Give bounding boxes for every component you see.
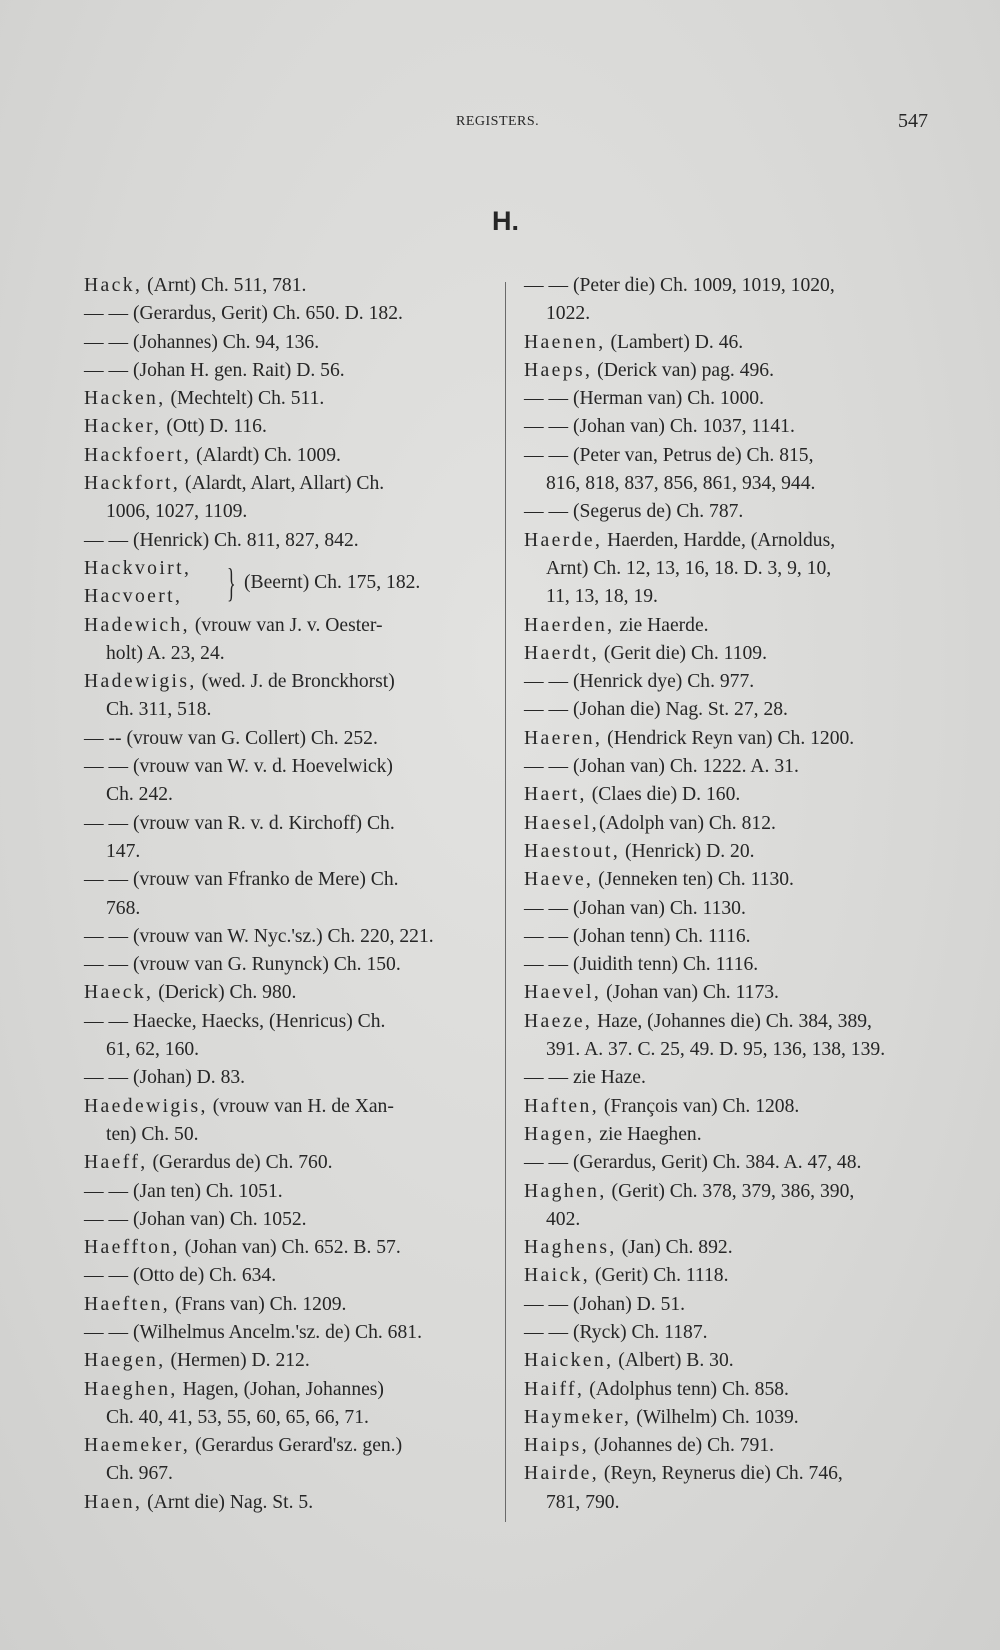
entry-text: 11, 13, 18, 19. bbox=[546, 586, 658, 608]
entry-name: Hacker, bbox=[84, 416, 162, 438]
index-entry bbox=[84, 442, 490, 470]
index-entry bbox=[84, 951, 490, 979]
entry-text: (Jan) Ch. 892. bbox=[616, 1237, 733, 1259]
entry-text: (François van) Ch. 1208. bbox=[599, 1095, 800, 1117]
entry-name: Haevel, bbox=[524, 982, 602, 1004]
index-entry bbox=[84, 668, 490, 696]
entry-text: (Jenneken ten) Ch. 1130. bbox=[593, 869, 794, 891]
running-head bbox=[0, 110, 1000, 140]
entry-text: (Gerit) Ch. 378, 379, 386, 390, bbox=[606, 1180, 855, 1202]
entry-text: — — (Juidith tenn) Ch. 1116. bbox=[524, 954, 759, 976]
index-entry bbox=[524, 781, 934, 809]
entry-text: (Adolphus tenn) Ch. 858. bbox=[584, 1378, 789, 1400]
index-entry bbox=[524, 668, 934, 696]
entry-continuation bbox=[84, 1121, 490, 1149]
entry-text: (Frans van) Ch. 1209. bbox=[170, 1293, 347, 1315]
index-entry bbox=[84, 1347, 490, 1375]
entry-text: (Lambert) D. 46. bbox=[605, 331, 744, 353]
entry-name: Haen, bbox=[84, 1491, 143, 1513]
entry-text: (Hermen) D. 212. bbox=[165, 1350, 310, 1372]
index-entry bbox=[84, 753, 490, 781]
entry-text: 816, 818, 837, 856, 861, 934, 944. bbox=[546, 473, 816, 495]
entry-text: — — (Johannes) Ch. 94, 136. bbox=[84, 331, 320, 353]
index-entry bbox=[84, 1376, 490, 1404]
entry-text: — — (Henrick dye) Ch. 977. bbox=[524, 671, 755, 693]
index-entry bbox=[524, 329, 934, 357]
index-entry bbox=[524, 1291, 934, 1319]
entry-continuation bbox=[84, 1404, 490, 1432]
entry-continuation bbox=[524, 555, 934, 583]
entry-name: Haiff, bbox=[524, 1378, 585, 1400]
column-divider bbox=[505, 282, 506, 1522]
index-entry bbox=[524, 1064, 934, 1092]
entry-text: (Ott) D. 116. bbox=[161, 416, 267, 438]
entry-name: Hackfoert, bbox=[84, 444, 192, 466]
running-title: REGISTERS. bbox=[456, 114, 540, 129]
entry-text: 781, 790. bbox=[546, 1491, 620, 1513]
entry-text: Ch. 242. bbox=[106, 784, 173, 806]
entry-name: Haedewigis, bbox=[84, 1095, 208, 1117]
index-entry bbox=[84, 1319, 490, 1347]
index-entry bbox=[524, 923, 934, 951]
index-entry bbox=[84, 413, 490, 441]
entry-name: Hack, bbox=[84, 275, 143, 296]
entry-name: Haymeker, bbox=[524, 1406, 632, 1428]
entry-text: 61, 62, 160. bbox=[106, 1039, 200, 1061]
entry-text: Ch. 967. bbox=[106, 1463, 173, 1485]
entry-name: Haert, bbox=[524, 784, 587, 806]
index-entry bbox=[524, 725, 934, 753]
entry-name: Hackvoirt, bbox=[84, 557, 192, 579]
entry-continuation bbox=[84, 1036, 490, 1064]
entry-name: Haestout, bbox=[524, 840, 621, 862]
entry-continuation bbox=[524, 1489, 934, 1517]
entry-text: 768. bbox=[106, 897, 141, 919]
index-entry bbox=[524, 272, 934, 300]
entry-name: Haemeker, bbox=[84, 1435, 191, 1457]
index-entry bbox=[84, 1064, 490, 1092]
entry-text: 1022. bbox=[546, 303, 591, 325]
entry-text: — — (Ryck) Ch. 1187. bbox=[524, 1321, 708, 1343]
entry-text: — — (Johan van) Ch. 1222. A. 31. bbox=[524, 756, 799, 778]
entry-text: — — (Johan van) Ch. 1037, 1141. bbox=[524, 416, 795, 438]
entry-text: — — (vrouw van W. v. d. Hoevelwick) bbox=[84, 756, 393, 778]
index-entry bbox=[84, 1093, 490, 1121]
entry-text: — — (Johan van) Ch. 1052. bbox=[84, 1208, 307, 1230]
entry-text: (Johan van) Ch. 1173. bbox=[601, 982, 779, 1004]
entry-text: (Johannes de) Ch. 791. bbox=[589, 1435, 775, 1457]
entry-text: — — (Herman van) Ch. 1000. bbox=[524, 388, 764, 410]
entry-name: Haeff, bbox=[84, 1152, 148, 1174]
entry-text: — — Haecke, Haecks, (Henricus) Ch. bbox=[84, 1010, 386, 1032]
entry-text: holt) A. 23, 24. bbox=[106, 642, 225, 664]
entry-name: Haenen, bbox=[524, 331, 606, 353]
index-entry bbox=[524, 498, 934, 526]
entry-text: — — (Johan tenn) Ch. 1116. bbox=[524, 925, 751, 947]
entry-text: — — (Johan) D. 51. bbox=[524, 1293, 686, 1315]
entry-name: Hackfort, bbox=[84, 473, 181, 495]
entry-text: 391. A. 37. C. 25, 49. D. 95, 136, 138, 139. bbox=[546, 1039, 886, 1061]
entry-text: (Gerit die) Ch. 1109. bbox=[599, 642, 767, 664]
entry-text: 1006, 1027, 1109. bbox=[106, 501, 248, 523]
index-entry bbox=[524, 951, 934, 979]
entry-continuation bbox=[524, 1036, 934, 1064]
entry-name: Hairde, bbox=[524, 1463, 600, 1485]
entry-text: (Alardt, Alart, Allart) Ch. bbox=[180, 473, 385, 495]
entry-text: (Wilhelm) Ch. 1039. bbox=[631, 1406, 799, 1428]
entry-name: Haerden, bbox=[524, 614, 615, 636]
index-entry bbox=[84, 1262, 490, 1290]
entry-name: Haeps, bbox=[524, 359, 593, 381]
entry-text: — — (Johan) D. 83. bbox=[84, 1067, 246, 1089]
entry-name: Haeghen, bbox=[84, 1378, 178, 1400]
index-entry bbox=[524, 442, 934, 470]
entry-text: — — (Henrick) Ch. 811, 827, 842. bbox=[84, 529, 359, 551]
entry-name: Haerde, bbox=[524, 529, 603, 551]
index-entry bbox=[84, 385, 490, 413]
index-entry bbox=[524, 385, 934, 413]
entry-text: (Albert) B. 30. bbox=[613, 1350, 734, 1372]
page-number: 547 bbox=[898, 110, 928, 132]
index-entry bbox=[524, 1121, 934, 1149]
entry-text: (Gerit) Ch. 1118. bbox=[590, 1265, 729, 1287]
index-entry bbox=[524, 866, 934, 894]
index-entry bbox=[524, 1404, 934, 1432]
entry-text: (Derick van) pag. 496. bbox=[592, 359, 774, 381]
entry-name: Haegen, bbox=[84, 1350, 166, 1372]
index-entry bbox=[84, 1432, 490, 1460]
entry-text: (Arnt die) Nag. St. 5. bbox=[142, 1491, 314, 1513]
index-entry bbox=[84, 329, 490, 357]
entry-name: Haeze, bbox=[524, 1010, 593, 1032]
entry-text: — — (vrouw van R. v. d. Kirchoff) Ch. bbox=[84, 812, 395, 834]
index-entry bbox=[524, 1262, 934, 1290]
entry-text: — — (Johan van) Ch. 1130. bbox=[524, 897, 746, 919]
index-entry bbox=[524, 413, 934, 441]
index-entry bbox=[84, 357, 490, 385]
entry-text: (Claes die) D. 160. bbox=[586, 784, 741, 806]
index-entry bbox=[524, 1149, 934, 1177]
entry-continuation bbox=[524, 1206, 934, 1234]
entry-name: Hadewigis, bbox=[84, 671, 197, 693]
entry-name: Hadewich, bbox=[84, 614, 190, 636]
index-entry bbox=[84, 1008, 490, 1036]
index-entry bbox=[524, 753, 934, 781]
index-entry bbox=[84, 555, 490, 612]
index-entry bbox=[524, 1460, 934, 1488]
entry-text: Haze, (Johannes die) Ch. 384, 389, bbox=[592, 1010, 872, 1032]
index-entry bbox=[524, 1432, 934, 1460]
entry-name: Haesel, bbox=[524, 812, 600, 834]
index-entry bbox=[524, 640, 934, 668]
right-column bbox=[524, 272, 934, 1517]
entry-text: — — (Otto de) Ch. 634. bbox=[84, 1265, 277, 1287]
entry-text: — — (vrouw van G. Runynck) Ch. 150. bbox=[84, 954, 401, 976]
entry-continuation bbox=[84, 640, 490, 668]
entry-text: — — (Peter die) Ch. 1009, 1019, 1020, bbox=[524, 275, 835, 296]
entry-text: — — (vrouw van W. Nyc.'sz.) Ch. 220, 221. bbox=[84, 925, 434, 947]
index-entry bbox=[84, 470, 490, 498]
index-entry bbox=[524, 1376, 934, 1404]
entry-text: zie Haerde. bbox=[614, 614, 709, 636]
index-entry bbox=[84, 527, 490, 555]
index-entry bbox=[524, 696, 934, 724]
index-entry bbox=[524, 810, 934, 838]
entry-name: Haick, bbox=[524, 1265, 591, 1287]
entry-text: — — (vrouw van Ffranko de Mere) Ch. bbox=[84, 869, 399, 891]
entry-text: — — (Johan die) Nag. St. 27, 28. bbox=[524, 699, 788, 721]
left-column bbox=[84, 272, 490, 1517]
entry-text: — — (Segerus de) Ch. 787. bbox=[524, 501, 744, 523]
entry-name: Haips, bbox=[524, 1435, 590, 1457]
brace-mark: } bbox=[227, 559, 236, 605]
entry-name: Haeve, bbox=[524, 869, 594, 891]
entry-text: Ch. 40, 41, 53, 55, 60, 65, 66, 71. bbox=[106, 1406, 369, 1428]
entry-text: — — (Johan H. gen. Rait) D. 56. bbox=[84, 359, 345, 381]
entry-name: Haeren, bbox=[524, 727, 603, 749]
entry-continuation bbox=[84, 498, 490, 526]
index-entry bbox=[524, 1178, 934, 1206]
entry-continuation bbox=[524, 300, 934, 328]
entry-name: Haeffton, bbox=[84, 1237, 180, 1259]
entry-name: Haghen, bbox=[524, 1180, 607, 1202]
entry-text: (Gerardus de) Ch. 760. bbox=[147, 1152, 333, 1174]
index-entry bbox=[84, 1149, 490, 1177]
index-entry bbox=[84, 1489, 490, 1517]
index-entry bbox=[524, 1234, 934, 1262]
entry-text: (Hendrick Reyn van) Ch. 1200. bbox=[602, 727, 855, 749]
index-entry bbox=[524, 612, 934, 640]
index-entry bbox=[524, 1319, 934, 1347]
index-entry bbox=[84, 725, 490, 753]
entry-text: Arnt) Ch. 12, 13, 16, 18. D. 3, 9, 10, bbox=[546, 557, 832, 579]
index-entry bbox=[84, 1178, 490, 1206]
entry-text: (Derick) Ch. 980. bbox=[153, 982, 297, 1004]
index-entry bbox=[84, 979, 490, 1007]
index-entry bbox=[524, 527, 934, 555]
entry-continuation bbox=[524, 583, 934, 611]
entry-name: Hacvoert, bbox=[84, 586, 183, 608]
entry-text: (Mechtelt) Ch. 511. bbox=[165, 388, 325, 410]
entry-continuation bbox=[84, 781, 490, 809]
entry-text: — — (Gerardus, Gerit) Ch. 384. A. 47, 48. bbox=[524, 1152, 862, 1174]
entry-text: (vrouw van J. v. Oester- bbox=[189, 614, 383, 636]
entry-text: — — (Wilhelmus Ancelm.'sz. de) Ch. 681. bbox=[84, 1321, 422, 1343]
entry-text: — — (Jan ten) Ch. 1051. bbox=[84, 1180, 283, 1202]
entry-name: Haicken, bbox=[524, 1350, 614, 1372]
entry-text: (Adolph van) Ch. 812. bbox=[599, 812, 776, 834]
entry-text: Ch. 311, 518. bbox=[106, 699, 212, 721]
entry-continuation bbox=[84, 1460, 490, 1488]
entry-text: — — zie Haze. bbox=[524, 1067, 646, 1089]
index-entry bbox=[84, 612, 490, 640]
index-entry bbox=[524, 357, 934, 385]
index-entry bbox=[524, 1093, 934, 1121]
entry-text: (wed. J. de Bronckhorst) bbox=[196, 671, 395, 693]
entry-text: — — (Peter van, Petrus de) Ch. 815, bbox=[524, 444, 814, 466]
entry-text: (Beernt) Ch. 175, 182. bbox=[244, 571, 421, 593]
index-entry bbox=[524, 895, 934, 923]
entry-text: (Arnt) Ch. 511, 781. bbox=[142, 275, 307, 296]
index-entry bbox=[84, 300, 490, 328]
entry-text: (Johan van) Ch. 652. B. 57. bbox=[179, 1237, 401, 1259]
index-entry bbox=[524, 1008, 934, 1036]
entry-continuation bbox=[84, 696, 490, 724]
entry-text: 402. bbox=[546, 1208, 581, 1230]
entry-name: Haften, bbox=[524, 1095, 600, 1117]
index-entry bbox=[524, 838, 934, 866]
index-entry bbox=[84, 1291, 490, 1319]
entry-text: (Gerardus Gerard'sz. gen.) bbox=[190, 1435, 403, 1457]
section-letter: H. bbox=[492, 206, 519, 236]
index-entry bbox=[84, 1234, 490, 1262]
entry-text: (Reyn, Reynerus die) Ch. 746, bbox=[599, 1463, 843, 1485]
entry-name: Hagen, bbox=[524, 1123, 595, 1145]
entry-text: (vrouw van H. de Xan- bbox=[207, 1095, 394, 1117]
index-entry bbox=[84, 810, 490, 838]
entry-name: Haeck, bbox=[84, 982, 154, 1004]
entry-name: Haghens, bbox=[524, 1237, 617, 1259]
entry-text: Haerden, Hardde, (Arnoldus, bbox=[602, 529, 836, 551]
entry-text: — -- (vrouw van G. Collert) Ch. 252. bbox=[84, 727, 378, 749]
index-entry bbox=[524, 979, 934, 1007]
entry-text: 147. bbox=[106, 840, 141, 862]
index-entry bbox=[84, 866, 490, 894]
entry-text: (Alardt) Ch. 1009. bbox=[191, 444, 341, 466]
entry-text: Hagen, (Johan, Johannes) bbox=[177, 1378, 384, 1400]
index-entry bbox=[84, 923, 490, 951]
index-entry bbox=[524, 1347, 934, 1375]
entry-name: Haeften, bbox=[84, 1293, 171, 1315]
entry-text: — — (Gerardus, Gerit) Ch. 650. D. 182. bbox=[84, 303, 403, 325]
entry-continuation bbox=[84, 838, 490, 866]
entry-text: zie Haeghen. bbox=[594, 1123, 702, 1145]
entry-name: Hacken, bbox=[84, 388, 166, 410]
entry-continuation bbox=[84, 895, 490, 923]
entry-name: Haerdt, bbox=[524, 642, 600, 664]
index-entry bbox=[84, 272, 490, 300]
entry-text: (Henrick) D. 20. bbox=[620, 840, 755, 862]
entry-continuation bbox=[524, 470, 934, 498]
entry-text: ten) Ch. 50. bbox=[106, 1123, 199, 1145]
index-entry bbox=[84, 1206, 490, 1234]
